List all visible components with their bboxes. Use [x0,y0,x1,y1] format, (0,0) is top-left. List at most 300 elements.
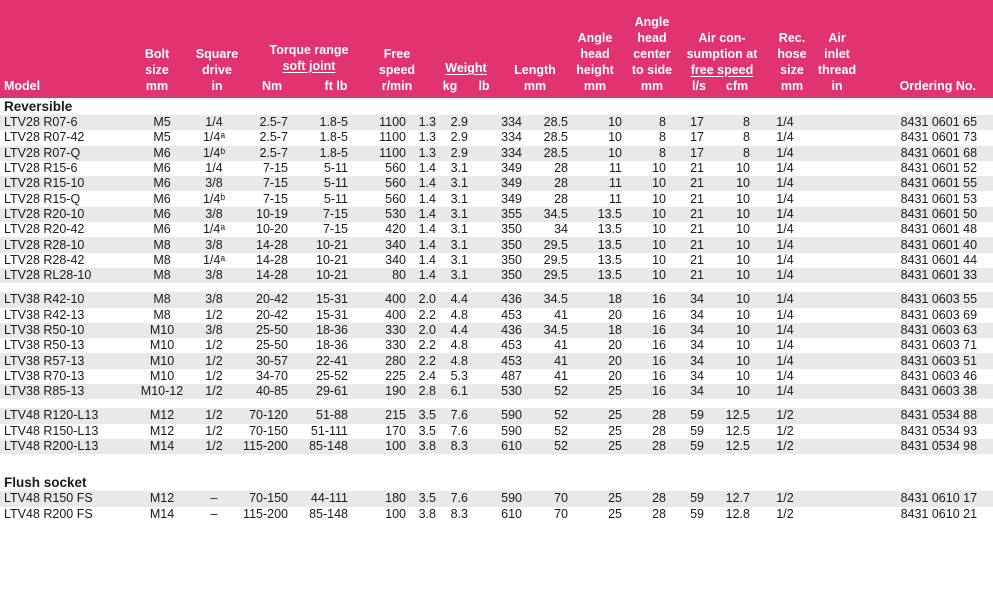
cell-length: 350 [501,222,522,237]
header-weight: Weight [445,61,487,75]
cell-weight-kg: 1.4 [418,161,436,176]
cell-rec-hose: 12.8 [725,506,750,521]
table-row [0,268,993,283]
cell-free-speed: 100 [385,506,406,521]
cell-air-inlet: 1/4 [776,252,794,267]
cell-air-ls: 16 [636,384,670,399]
cell-ordering-no: 8431 0603 55 [806,292,993,307]
cell-model: LTV38 R85-13 [0,384,138,399]
cell-bolt-size: M10 [149,338,175,353]
cell-ordering-no: 8431 0601 53 [900,191,978,206]
cell-weight-lb: 5.3 [450,368,468,383]
cell-rec-hose: 10 [710,268,764,283]
cell-rec-hose: 10 [710,207,764,222]
cell-torque-ftlb: 7-15 [294,207,356,222]
cell-angle-head-center: 20 [608,307,622,322]
cell-weight-kg: 2.4 [418,368,436,383]
cell-length: 590 [472,491,530,506]
cell-torque-nm: 14-28 [242,268,294,283]
cell-length: 610 [472,439,530,454]
cell-angle-head-height: 52 [554,423,568,438]
cell-weight-lb: 3.1 [442,268,472,283]
cell-bolt-size: M12 [138,491,186,506]
cell-ordering-no: 8431 0601 50 [806,207,993,222]
cell-torque-nm: 20-42 [242,292,294,307]
cell-torque-ftlb: 18-36 [294,323,356,338]
cell-weight-kg: 1.4 [418,191,436,206]
cell-free-speed: 340 [385,252,406,267]
cell-ordering-no: 8431 0601 52 [900,161,978,176]
cell-air-cfm: 17 [690,130,704,145]
cell-torque-nm: 7-15 [262,191,288,206]
section-row-reversible [0,98,993,115]
cell-torque-ftlb: 10-21 [294,237,356,252]
cell-rec-hose: 8 [710,115,764,130]
cell-square-drive: 1/2 [205,338,223,353]
cell-weight-kg: 2.8 [412,384,442,399]
cell-angle-head-center: 25 [582,384,636,399]
cell-weight-lb: 3.1 [442,207,472,222]
cell-square-drive: 1/2 [186,408,242,423]
cell-torque-nm: 14-28 [242,237,294,252]
cell-weight-lb: 4.8 [450,307,468,322]
header-angle-head-center: Angle head center to side mm [631,15,673,93]
cell-angle-head-center: 13.5 [582,207,636,222]
header-air-consumption: Air con- sumption at free speed [686,31,758,77]
cell-square-drive: 3/8 [186,176,242,191]
cell-length: 355 [472,207,530,222]
cell-air-inlet: 1/4 [764,268,806,283]
table-row [0,176,993,191]
cell-square-drive: 1/4ᵃ [202,222,226,237]
table-row [0,253,993,268]
cell-rec-hose: 10 [736,191,750,206]
cell-torque-nm: 10-19 [242,207,294,222]
header-model: Model [4,79,41,93]
cell-air-inlet: 1/2 [764,408,806,423]
cell-model: LTV38 R70-13 [4,368,85,383]
cell-torque-ftlb: 15-31 [316,307,348,322]
cell-bolt-size: M10-12 [138,384,186,399]
cell-air-inlet: 1/4 [764,115,806,130]
cell-air-ls: 8 [659,130,666,145]
cell-weight-kg: 1.4 [412,237,442,252]
cell-free-speed: 190 [356,384,412,399]
cell-length: 590 [472,408,530,423]
cell-weight-lb: 2.9 [442,146,472,161]
cell-square-drive: 3/8 [186,292,242,307]
cell-model: LTV38 R42-13 [4,307,85,322]
cell-free-speed: 420 [385,222,406,237]
cell-angle-head-height: 28.5 [530,146,582,161]
cell-torque-nm: 40-85 [242,384,294,399]
table-row [0,207,993,222]
cell-weight-lb: 8.3 [442,439,472,454]
cell-weight-kg: 2.0 [412,323,442,338]
spec-table [0,98,993,522]
cell-length: 453 [501,338,522,353]
cell-free-speed: 215 [356,408,412,423]
cell-length: 436 [472,292,530,307]
cell-rec-hose: 12.5 [725,423,750,438]
cell-weight-lb: 7.6 [450,423,468,438]
cell-free-speed: 180 [356,491,412,506]
cell-model: LTV48 R150 FS [0,491,138,506]
cell-angle-head-center: 25 [608,506,622,521]
table-row [0,130,993,145]
cell-air-inlet: 1/4 [776,368,794,383]
cell-ordering-no: 8431 0610 21 [900,506,978,521]
cell-weight-lb: 3.1 [450,222,468,237]
cell-length: 334 [501,130,522,145]
cell-model: LTV28 R07-6 [0,115,138,130]
cell-torque-ftlb: 1.8-5 [319,130,348,145]
cell-weight-kg: 1.4 [412,176,442,191]
header-angle-head-height: Angle head height mm [576,31,614,93]
cell-angle-head-height: 70 [554,506,568,521]
cell-weight-lb: 3.1 [450,161,468,176]
cell-air-inlet: 1/4 [776,191,794,206]
cell-air-ls: 28 [652,423,666,438]
cell-angle-head-height: 34.5 [530,323,582,338]
cell-length: 487 [501,368,522,383]
cell-angle-head-center: 25 [608,423,622,438]
cell-rec-hose: 10 [710,176,764,191]
cell-air-cfm: 21 [690,191,704,206]
cell-model: LTV48 R200-L13 [0,439,138,454]
cell-rec-hose: 12.5 [710,439,764,454]
cell-rec-hose: 12.5 [710,408,764,423]
cell-angle-head-center: 13.5 [582,268,636,283]
cell-torque-ftlb: 10-21 [316,252,348,267]
table-row [0,323,993,338]
cell-angle-head-height: 28 [530,176,582,191]
cell-weight-lb: 3.1 [442,237,472,252]
cell-air-ls: 28 [652,506,666,521]
cell-free-speed: 100 [356,439,412,454]
cell-rec-hose: 10 [710,353,764,368]
cell-weight-kg: 2.2 [418,338,436,353]
cell-torque-ftlb: 22-41 [294,353,356,368]
cell-air-inlet: 1/4 [764,353,806,368]
cell-weight-lb: 3.1 [450,191,468,206]
cell-length: 610 [501,506,522,521]
cell-length: 453 [501,307,522,322]
cell-weight-kg: 1.4 [412,268,442,283]
cell-air-inlet: 1/4 [776,338,794,353]
cell-air-ls: 28 [636,491,670,506]
cell-air-cfm: 34 [690,307,704,322]
cell-air-inlet: 1/4 [764,207,806,222]
section-row-flush-socket [0,474,993,491]
cell-torque-ftlb: 25-52 [316,368,348,383]
cell-torque-ftlb: 18-36 [316,338,348,353]
cell-length: 350 [501,252,522,267]
table-row [0,292,993,307]
cell-rec-hose: 10 [710,292,764,307]
cell-model: LTV28 R15-10 [0,176,138,191]
cell-free-speed: 340 [356,237,412,252]
cell-angle-head-center: 25 [582,491,636,506]
cell-bolt-size: M6 [153,222,171,237]
cell-angle-head-height: 29.5 [530,268,582,283]
cell-air-ls: 10 [636,268,670,283]
cell-angle-head-center: 20 [608,368,622,383]
cell-air-inlet: 1/4 [764,384,806,399]
cell-air-cfm: 59 [670,491,710,506]
cell-ordering-no: 8431 0610 17 [806,491,993,506]
cell-ordering-no: 8431 0601 40 [806,237,993,252]
cell-angle-head-center: 11 [609,161,622,176]
table-row [0,338,993,353]
cell-angle-head-center: 11 [582,176,636,191]
cell-air-cfm: 21 [690,252,704,267]
cell-square-drive: 1/2 [186,384,242,399]
table-row [0,308,993,323]
cell-rec-hose: 10 [710,237,764,252]
cell-ordering-no: 8431 0534 93 [900,423,978,438]
cell-air-ls: 10 [636,237,670,252]
cell-air-cfm: 34 [690,368,704,383]
cell-bolt-size: M6 [138,146,186,161]
header-air-inlet: Air inlet thread in [817,31,857,93]
cell-free-speed: 1100 [379,130,406,145]
cell-air-cfm: 21 [670,237,710,252]
cell-angle-head-height: 28 [554,191,568,206]
cell-ordering-no: 8431 0603 63 [806,323,993,338]
header-air-ls: l/s [692,79,706,93]
cell-angle-head-height: 29.5 [530,237,582,252]
cell-air-ls: 10 [636,176,670,191]
cell-weight-kg: 3.8 [412,439,442,454]
table-row [0,369,993,384]
cell-model: LTV48 R200 FS [4,506,93,521]
cell-air-inlet: 1/2 [764,491,806,506]
cell-torque-nm: 25-50 [256,338,288,353]
cell-model: LTV28 RL28-10 [0,268,138,283]
cell-weight-kg: 2.2 [412,353,442,368]
cell-air-cfm: 59 [690,506,704,521]
cell-length: 453 [472,353,530,368]
cell-angle-head-center: 25 [582,408,636,423]
cell-angle-head-height: 52 [530,384,582,399]
cell-weight-kg: 2.2 [418,307,436,322]
cell-length: 530 [472,384,530,399]
cell-length: 349 [501,191,522,206]
cell-air-ls: 28 [636,408,670,423]
cell-torque-nm: 115-200 [243,506,288,521]
cell-bolt-size: M6 [138,176,186,191]
cell-torque-nm: 70-120 [242,408,294,423]
cell-bolt-size: M10 [138,323,186,338]
cell-torque-ftlb: 5-11 [323,161,348,176]
cell-angle-head-height: 52 [530,408,582,423]
table-row [0,222,993,237]
cell-weight-lb: 3.1 [450,252,468,267]
cell-air-cfm: 21 [670,176,710,191]
cell-square-drive: 3/8 [186,207,242,222]
cell-angle-head-center: 10 [608,130,622,145]
cell-square-drive: 1/4ᵇ [202,191,226,206]
cell-free-speed: 225 [385,368,406,383]
cell-length: 590 [501,423,522,438]
cell-free-speed: 1100 [356,146,412,161]
cell-ordering-no: 8431 0601 55 [806,176,993,191]
cell-bolt-size: M6 [153,191,171,206]
cell-torque-nm: 30-57 [242,353,294,368]
cell-bolt-size: M12 [138,408,186,423]
cell-weight-lb: 7.6 [442,408,472,423]
cell-weight-kg: 1.3 [418,130,436,145]
cell-air-inlet: 1/4 [764,237,806,252]
cell-angle-head-center: 13.5 [597,252,622,267]
cell-square-drive: – [210,506,218,521]
header-weight-kg: kg [442,79,458,93]
cell-torque-nm: 7-15 [242,176,294,191]
cell-angle-head-height: 70 [530,491,582,506]
cell-weight-lb: 4.4 [442,292,472,307]
cell-bolt-size: M8 [153,252,171,267]
table-row [0,408,993,423]
cell-length: 350 [472,268,530,283]
cell-model: LTV28 R20-10 [0,207,138,222]
cell-angle-head-height: 28.5 [530,115,582,130]
cell-angle-head-height: 41 [554,338,568,353]
cell-square-drive: 3/8 [186,237,242,252]
table-row [0,491,993,506]
cell-length: 436 [472,323,530,338]
cell-air-ls: 8 [636,146,670,161]
cell-weight-kg: 1.3 [412,115,442,130]
cell-torque-ftlb: 5-11 [294,176,356,191]
cell-model: LTV28 R20-42 [4,222,85,237]
cell-air-ls: 28 [636,439,670,454]
cell-angle-head-center: 25 [582,439,636,454]
cell-bolt-size: M6 [153,161,171,176]
cell-angle-head-center: 18 [582,323,636,338]
table-row [0,237,993,252]
table-row [0,161,993,176]
cell-bolt-size: M14 [149,506,175,521]
cell-weight-lb: 8.3 [450,506,468,521]
cell-angle-head-height: 28.5 [543,130,568,145]
cell-bolt-size: M8 [153,307,171,322]
cell-air-cfm: 21 [670,207,710,222]
cell-air-ls: 8 [636,115,670,130]
cell-model: LTV28 R07-42 [4,130,85,145]
cell-weight-lb: 4.4 [442,323,472,338]
cell-angle-head-height: 41 [530,353,582,368]
cell-torque-nm: 70-150 [249,423,288,438]
cell-air-cfm: 17 [670,115,710,130]
cell-rec-hose: 10 [736,307,750,322]
table-row [0,424,993,439]
table-row [0,507,993,522]
cell-weight-kg: 2.0 [412,292,442,307]
cell-free-speed: 170 [385,423,406,438]
cell-square-drive: 3/8 [186,268,242,283]
cell-torque-ftlb: 29-61 [294,384,356,399]
cell-air-ls: 10 [652,161,666,176]
header-air-cfm: cfm [725,79,749,93]
cell-square-drive: 1/2 [186,439,242,454]
cell-air-ls: 16 [652,338,666,353]
cell-air-ls: 16 [636,323,670,338]
cell-weight-lb: 2.9 [442,115,472,130]
cell-square-drive: 1/4ᵇ [186,146,242,161]
cell-air-inlet: 1/4 [776,222,794,237]
cell-angle-head-height: 41 [554,307,568,322]
header-length: Length mm [514,63,556,93]
cell-ordering-no: 8431 0534 98 [806,439,993,454]
table-row [0,384,993,399]
row-spacer [0,283,993,292]
cell-weight-kg: 1.4 [418,222,436,237]
cell-air-cfm: 17 [670,146,710,161]
row-spacer [0,399,993,408]
cell-air-cfm: 59 [670,408,710,423]
cell-air-inlet: 1/4 [776,130,794,145]
cell-ordering-no: 8431 0534 88 [806,408,993,423]
cell-torque-nm: 20-42 [256,307,288,322]
cell-weight-kg: 1.3 [412,146,442,161]
cell-air-inlet: 1/4 [764,323,806,338]
cell-ordering-no: 8431 0601 73 [900,130,978,145]
cell-length: 334 [472,115,530,130]
header-ordering-no: Ordering No. [899,79,976,93]
cell-rec-hose: 10 [736,222,750,237]
cell-torque-nm: 10-20 [256,222,288,237]
cell-air-cfm: 34 [670,384,710,399]
header-bolt-size: Bolt size mm [144,47,170,93]
cell-bolt-size: M5 [138,115,186,130]
cell-air-ls: 10 [652,252,666,267]
cell-torque-ftlb: 85-148 [309,506,348,521]
cell-model: LTV28 R15-Q [4,191,81,206]
cell-angle-head-center: 20 [608,338,622,353]
cell-square-drive: 1/4 [205,161,223,176]
cell-angle-head-height: 41 [554,368,568,383]
cell-air-cfm: 21 [670,268,710,283]
table-body [0,98,993,522]
cell-weight-kg: 1.4 [412,207,442,222]
cell-angle-head-height: 52 [530,439,582,454]
cell-torque-nm: 2.5-7 [242,146,294,161]
cell-bolt-size: M14 [138,439,186,454]
cell-torque-nm: 7-15 [262,161,288,176]
cell-free-speed: 330 [385,338,406,353]
cell-length: 334 [472,146,530,161]
cell-angle-head-center: 20 [582,353,636,368]
cell-air-ls: 16 [652,307,666,322]
cell-bolt-size: M8 [138,268,186,283]
cell-weight-kg: 1.4 [418,252,436,267]
cell-model: LTV48 R150-L13 [4,423,99,438]
cell-rec-hose: 10 [736,161,750,176]
cell-torque-nm: 2.5-7 [242,115,294,130]
cell-weight-lb: 3.1 [442,176,472,191]
cell-bolt-size: M10 [138,353,186,368]
cell-air-inlet: 1/4 [776,161,794,176]
cell-air-cfm: 34 [690,338,704,353]
cell-square-drive: 1/2 [186,353,242,368]
cell-free-speed: 560 [385,161,406,176]
header-torque-ftlb: ft lb [324,79,348,93]
cell-free-speed: 400 [356,292,412,307]
section-title-reversible: Reversible [4,99,73,114]
table-row [0,191,993,206]
cell-weight-lb: 2.9 [450,130,468,145]
